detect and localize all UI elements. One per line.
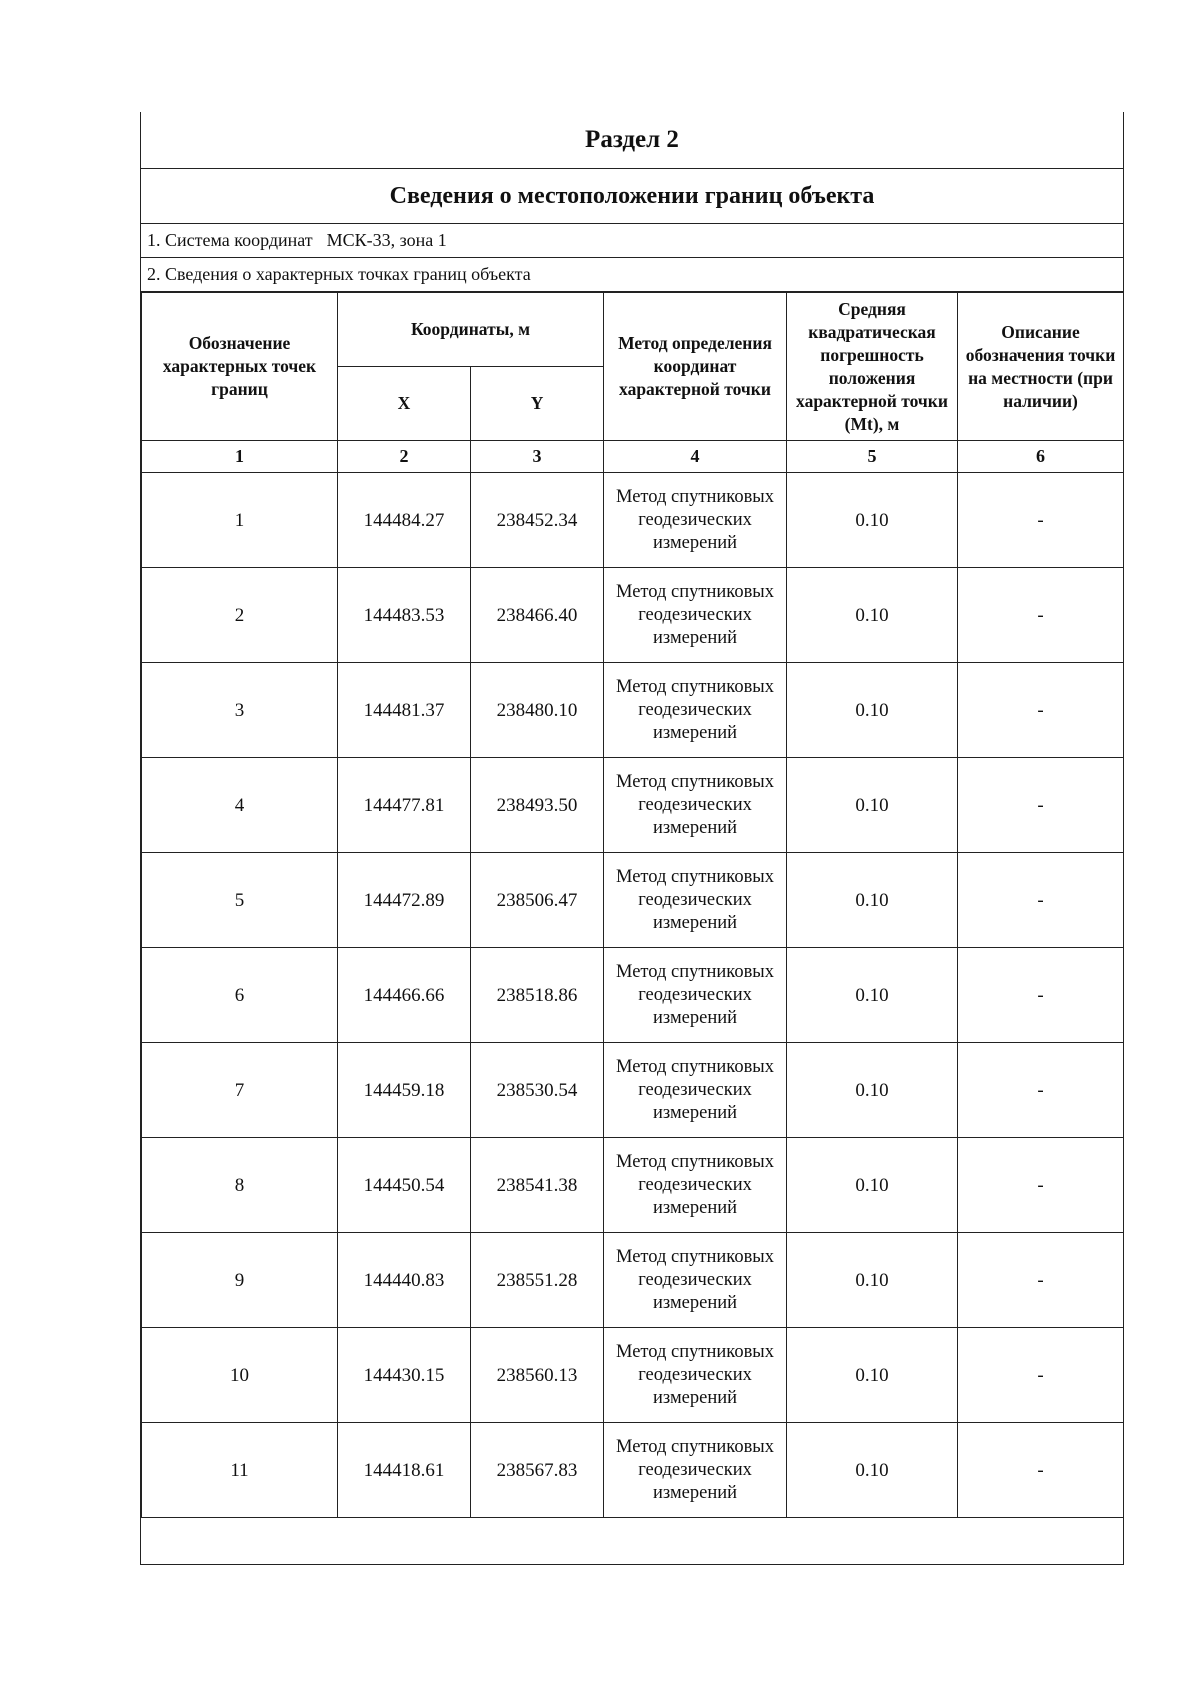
coord-system-row: [141, 224, 1123, 258]
header-designation: Обозначение характерных точек границ: [142, 293, 338, 441]
point-id: 11: [142, 1423, 338, 1518]
point-method: Метод спутниковых геодезических измерений: [604, 473, 787, 568]
point-error: 0.10: [787, 1138, 958, 1233]
point-id: 10: [142, 1328, 338, 1423]
point-error: 0.10: [787, 1233, 958, 1328]
point-description: -: [958, 1043, 1124, 1138]
header-x: X: [338, 367, 471, 441]
point-id: 3: [142, 663, 338, 758]
column-number: 2: [338, 441, 471, 473]
point-description: -: [958, 473, 1124, 568]
point-id: 9: [142, 1233, 338, 1328]
point-x: 144430.15: [338, 1328, 471, 1423]
point-id: 2: [142, 568, 338, 663]
point-id: 1: [142, 473, 338, 568]
point-description: -: [958, 663, 1124, 758]
point-description: -: [958, 853, 1124, 948]
point-id: 6: [142, 948, 338, 1043]
column-number: 5: [787, 441, 958, 473]
point-y: 238480.10: [471, 663, 604, 758]
point-error: 0.10: [787, 473, 958, 568]
table-row: [142, 1328, 1124, 1423]
table-row: [142, 473, 1124, 568]
point-method: Метод спутниковых геодезических измерений: [604, 948, 787, 1043]
point-y: 238560.13: [471, 1328, 604, 1423]
header-method: Метод определения координат характерной точки: [604, 293, 787, 441]
point-x: 144466.66: [338, 948, 471, 1043]
point-y: 238506.47: [471, 853, 604, 948]
point-x: 144483.53: [338, 568, 471, 663]
section-title: Раздел 2: [141, 112, 1123, 169]
point-x: 144484.27: [338, 473, 471, 568]
column-number: 4: [604, 441, 787, 473]
column-number: 3: [471, 441, 604, 473]
section-subtitle: Сведения о местоположении границ объекта: [141, 169, 1123, 224]
table-row: [142, 1138, 1124, 1233]
header-y: Y: [471, 367, 604, 441]
point-description: -: [958, 1233, 1124, 1328]
point-id: 4: [142, 758, 338, 853]
point-y: 238452.34: [471, 473, 604, 568]
table-row: [142, 853, 1124, 948]
column-numbers-row: [142, 441, 1124, 473]
point-y: 238541.38: [471, 1138, 604, 1233]
column-number: 1: [142, 441, 338, 473]
point-error: 0.10: [787, 1043, 958, 1138]
point-y: 238567.83: [471, 1423, 604, 1518]
point-x: 144459.18: [338, 1043, 471, 1138]
point-y: 238518.86: [471, 948, 604, 1043]
point-y: 238493.50: [471, 758, 604, 853]
points-table: [141, 292, 1124, 1518]
coord-system-value: МСК-33, зона 1: [326, 230, 447, 250]
point-method: Метод спутниковых геодезических измерений: [604, 1138, 787, 1233]
point-method: Метод спутниковых геодезических измерений: [604, 568, 787, 663]
point-method: Метод спутниковых геодезических измерений: [604, 758, 787, 853]
header-description: Описание обозначения точки на местности (при наличии): [958, 293, 1124, 441]
point-error: 0.10: [787, 853, 958, 948]
point-description: -: [958, 1138, 1124, 1233]
point-description: -: [958, 1328, 1124, 1423]
point-error: 0.10: [787, 758, 958, 853]
point-id: 7: [142, 1043, 338, 1138]
table-row: [142, 663, 1124, 758]
table-row: [142, 758, 1124, 853]
point-error: 0.10: [787, 1423, 958, 1518]
column-number: 6: [958, 441, 1124, 473]
point-x: 144472.89: [338, 853, 471, 948]
header-coordinates: Координаты, м: [338, 293, 604, 367]
document-frame: [140, 112, 1124, 1565]
point-description: -: [958, 1423, 1124, 1518]
point-x: 144477.81: [338, 758, 471, 853]
point-y: 238551.28: [471, 1233, 604, 1328]
table-row: [142, 948, 1124, 1043]
point-method: Метод спутниковых геодезических измерений: [604, 1043, 787, 1138]
point-id: 8: [142, 1138, 338, 1233]
point-y: 238530.54: [471, 1043, 604, 1138]
points-caption: 2. Сведения о характерных точках границ объекта: [141, 258, 1123, 292]
point-x: 144481.37: [338, 663, 471, 758]
point-x: 144440.83: [338, 1233, 471, 1328]
point-x: 144418.61: [338, 1423, 471, 1518]
table-row: [142, 1423, 1124, 1518]
table-row: [142, 568, 1124, 663]
point-method: Метод спутниковых геодезических измерений: [604, 663, 787, 758]
point-error: 0.10: [787, 568, 958, 663]
point-error: 0.10: [787, 1328, 958, 1423]
point-description: -: [958, 758, 1124, 853]
point-method: Метод спутниковых геодезических измерений: [604, 1328, 787, 1423]
point-id: 5: [142, 853, 338, 948]
coord-system-label: 1. Система координат: [147, 230, 313, 250]
point-method: Метод спутниковых геодезических измерений: [604, 1233, 787, 1328]
header-error: Средняя квадратическая погрешность положения характерной точки (Mt), м: [787, 293, 958, 441]
point-description: -: [958, 948, 1124, 1043]
point-error: 0.10: [787, 948, 958, 1043]
point-description: -: [958, 568, 1124, 663]
point-method: Метод спутниковых геодезических измерений: [604, 853, 787, 948]
point-y: 238466.40: [471, 568, 604, 663]
point-method: Метод спутниковых геодезических измерений: [604, 1423, 787, 1518]
point-error: 0.10: [787, 663, 958, 758]
table-row: [142, 1043, 1124, 1138]
table-row: [142, 1233, 1124, 1328]
table-footer-spacer: [141, 1518, 1123, 1565]
point-x: 144450.54: [338, 1138, 471, 1233]
